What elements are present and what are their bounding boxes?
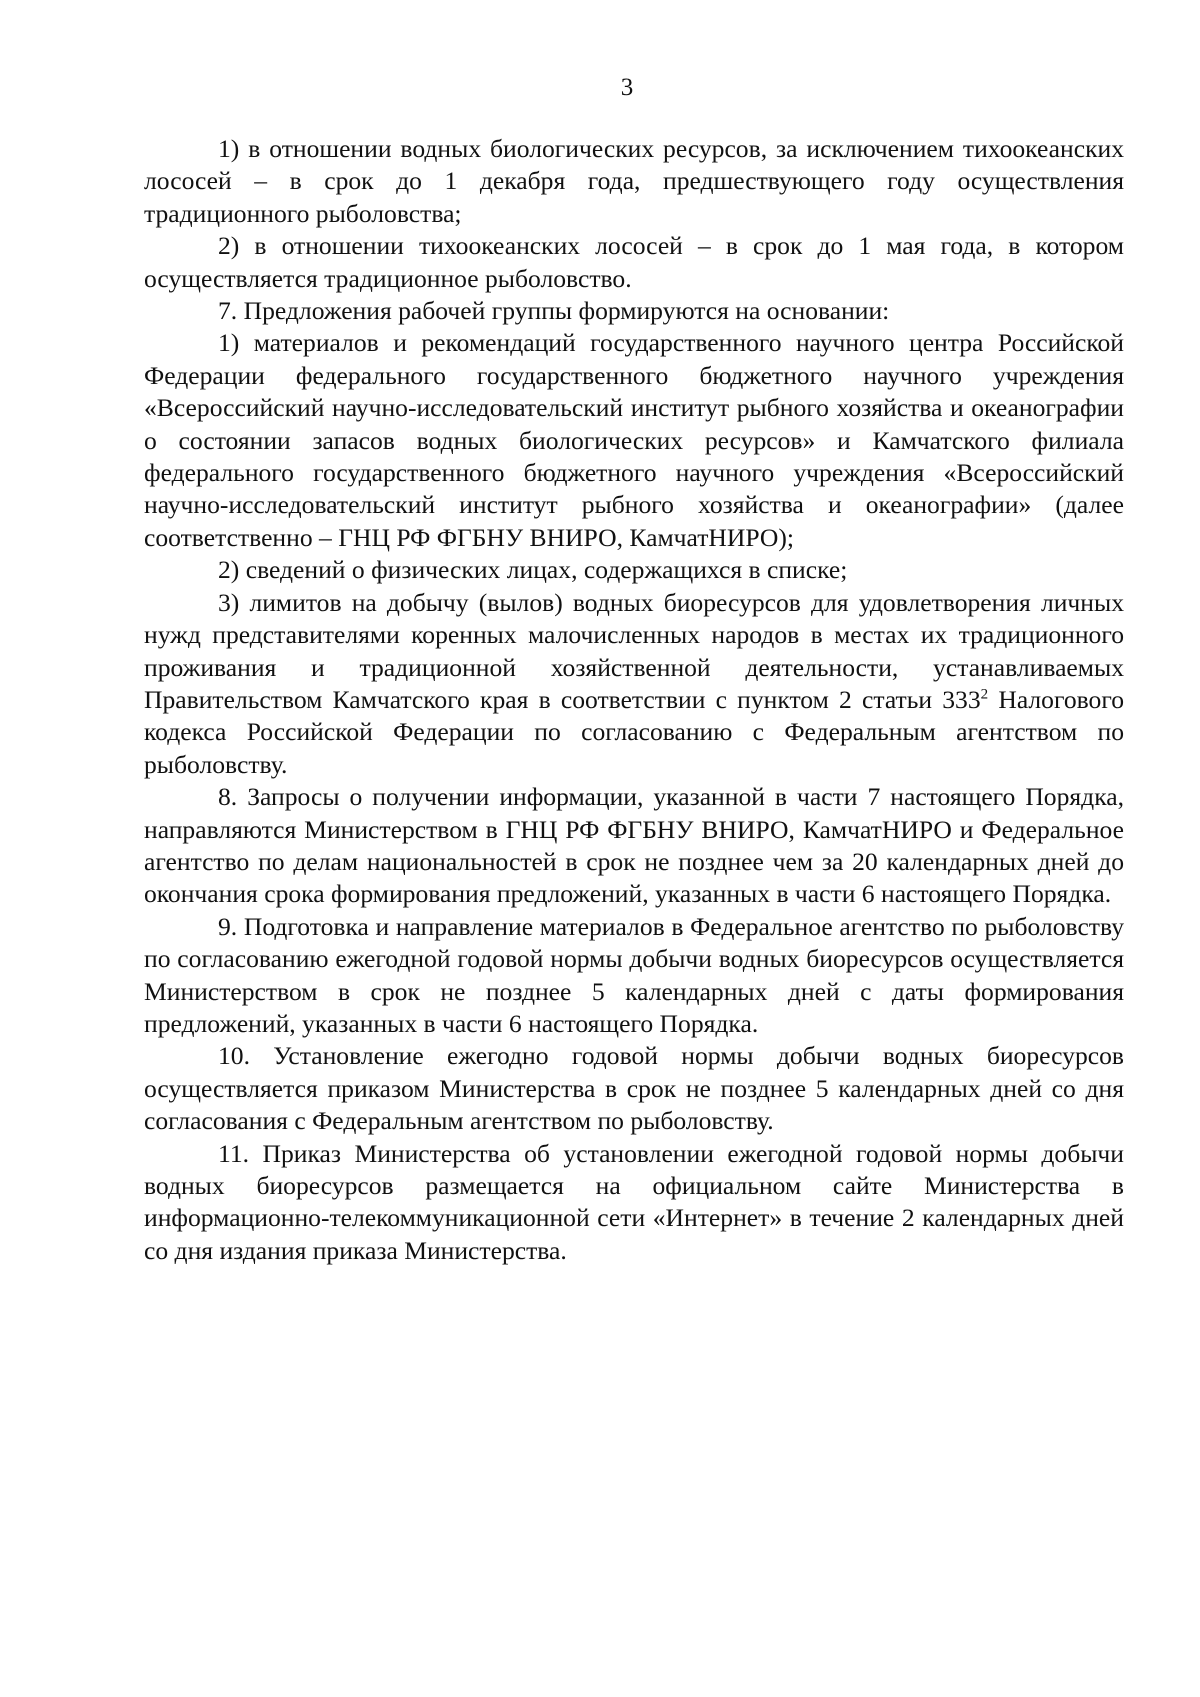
- paragraph-6-item-1: 1) в отношении водных биологических ресурсов, за исключением тихоокеанских лососей – в срок до 1 декабря года, предшествующего году осуществления традиционного рыболовства;: [144, 134, 1124, 228]
- paragraph-6-item-2: 2) в отношении тихоокеанских лососей – в срок до 1 мая года, в котором осуществляется традиционное рыболовство.: [144, 231, 1124, 293]
- document-body: [144, 133, 1124, 1267]
- paragraph-11: 11. Приказ Министерства об установлении ежегодной годовой нормы добычи водных биоресурсов размещается на официальном сайте Министерства в информационно-телекоммуникационной сети «Интернет» в течение 2 календарных дней со дня издания приказа Министерства.: [144, 1138, 1124, 1265]
- page-number: 3: [620, 74, 634, 101]
- paragraph-7-item-3: [144, 587, 1124, 781]
- superscript: 2: [980, 686, 989, 703]
- paragraph-7-item-1: 1) материалов и рекомендаций государственного научного центра Российской Федерации федерального государственного бюджетного научного учреждения «Всероссийский научно-исследовательский институт рыбного хозяйства и океанографии о состоянии запасов водных биологических ресурсов» и Камчатского филиала федерального государственного бюджетного научного учреждения «Всероссийский научно-исследовательский институт рыбного хозяйства и океанографии» (далее соответственно – ГНЦ РФ ФГБНУ ВНИРО, КамчатНИРО);: [144, 328, 1124, 552]
- paragraph-7-item-3-text-before: 3) лимитов на добычу (вылов) водных биоресурсов для удовлетворения личных нужд представителями коренных малочисленных народов в местах их традиционного проживания и традиционной хозяйственной деятельности, устанавливаемых Правительством Камчатского края в соответствии с пунктом 2 статьи 333: [144, 587, 1124, 714]
- paragraph-7: 7. Предложения рабочей группы формируются на основании:: [218, 296, 890, 326]
- paragraph-10: 10. Установление ежегодно годовой нормы добычи водных биоресурсов осуществляется приказом Министерства в срок не позднее 5 календарных дней со дня согласования с Федеральным агентством по рыболовству.: [144, 1041, 1124, 1136]
- paragraph-8: 8. Запросы о получении информации, указанной в части 7 настоящего Порядка, направляются Министерством в ГНЦ РФ ФГБНУ ВНИРО, КамчатНИРО и Федеральное агентство по делам национальностей в срок не позднее чем за 20 календарных дней до окончания срока формирования предложений, указанных в части 6 настоящего Порядка.: [144, 782, 1124, 909]
- paragraph-9: 9. Подготовка и направление материалов в Федеральное агентство по рыболовству по согласованию ежегодной годовой нормы добычи водных биоресурсов осуществляется Министерством в срок не позднее 5 календарных дней с даты формирования предложений, указанных в части 6 настоящего Порядка.: [144, 911, 1124, 1038]
- paragraph-7-item-3-text-after: Налогового кодекса Российской Федерации по согласованию с Федеральным агентством по рыболовству.: [144, 684, 1124, 779]
- paragraph-7-item-2: 2) сведений о физических лицах, содержащихся в списке;: [218, 555, 848, 585]
